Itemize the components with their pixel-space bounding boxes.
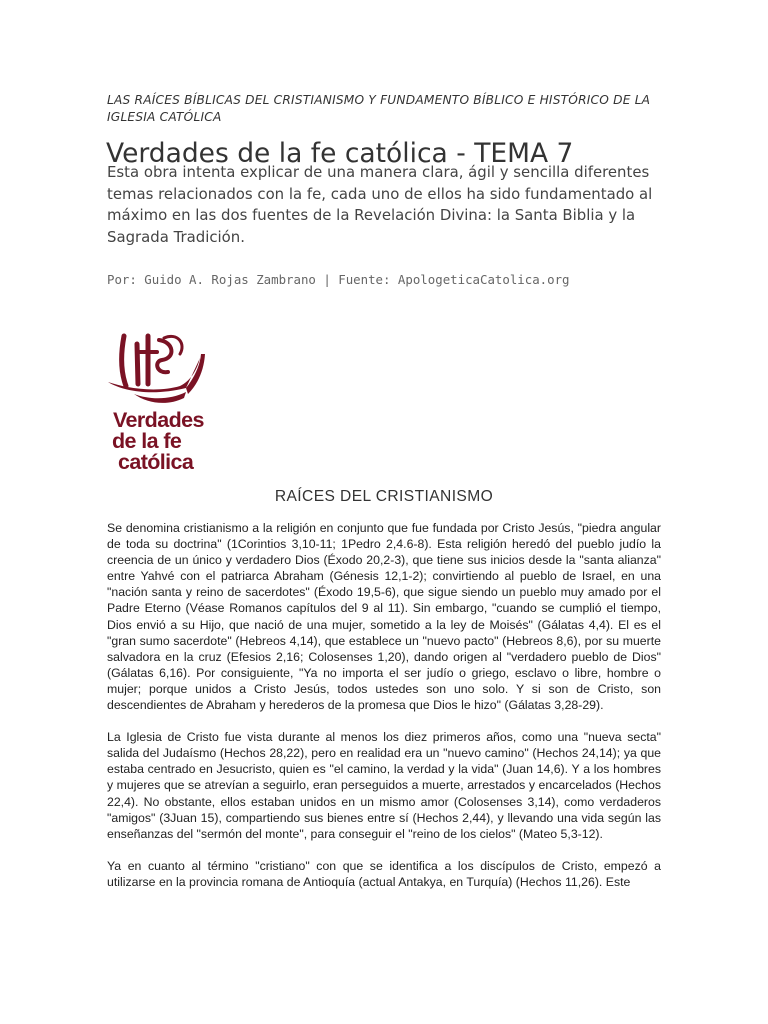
logo-line-2: de la fe	[112, 429, 182, 453]
author-byline: Por: Guido A. Rojas Zambrano | Fuente: ApologeticaCatolica.org	[107, 272, 570, 287]
series-overline: LAS RAÍCES BÍBLICAS DEL CRISTIANISMO Y FUNDAMENTO BÍBLICO E HISTÓRICO DE LA IGLESIA CATÓLICA	[107, 93, 651, 124]
body-paragraph-2: La Iglesia de Cristo fue vista durante al menos los diez primeros años, como una "nueva secta" salida del Judaísmo (Hechos 28,22), pero en realidad era un "nuevo camino" (Hechos 24,14); ya que estaba centrado en Jesucristo, quien es "el camino, la verdad y la vida" (Juan 14,6). Y a los hombres y mujeres que se atrevían a seguirlo, eran perseguidos a muerte, arrestados y encarcelados (Hechos 22,4). No obstante, ellos estaban unidos en un mismo amor (Colosenses 3,14), como verdaderos "amigos" (3Juan 15), compartiendo sus bienes entre sí (Hechos 2,44), y llevando una vida según las enseñanzas del "sermón del monte", para conseguir el "reino de los cielos" (Mateo 5,3-12).	[107, 730, 661, 841]
page-subtitle: Esta obra intenta explicar de una manera clara, ágil y sencilla diferentes temas relacionados con la fe, cada uno de ellos ha sido fundamentado al máximo en las dos fuentes de la Revelación Divina: la Santa Biblia y la Sagrada Tradición.	[107, 163, 653, 246]
section-heading: RAÍCES DEL CRISTIANISMO	[274, 488, 494, 505]
logo-wordmark	[104, 410, 214, 473]
body-paragraph-1: Se denomina cristianismo a la religión en conjunto que fue fundada por Cristo Jesús, "piedra angular de toda su doctrina" (1Corintios 3,10-11; 1Pedro 2,4.6-8). Esta religión heredó del pueblo judío la creencia de un único y verdadero Dios (Éxodo 20,2-3), que tiene sus inicios desde la "santa alianza" entre Yahvé con el patriarca Abraham (Génesis 12,1-2); convirtiendo al pueblo de Israel, en una "nación santa y reino de sacerdotes" (Éxodo 19,5-6), que sigue siendo un pueblo muy amado por el Padre Eterno (Véase Romanos capítulos del 9 al 11). Sin embargo, "cuando se cumplió el tiempo, Dios envió a su Hijo, que nació de una mujer, sometido a la ley de Moisés" (Gálatas 4,4). El es el "gran sumo sacerdote" (Hebreos 4,14), que establece un "nuevo pacto" (Hebreos 8,6), por su muerte salvadora en la cruz (Efesios 2,16; Colosenses 1,20), dando origen al "verdadero pueblo de Dios" (Gálatas 6,16). Por consiguiente, "Ya no importa el ser judío o griego, esclavo o libre, hombre o mujer; porque unidos a Cristo Jesús, todos ustedes son uno solo. Y si son de Cristo, son descendientes de Abraham y herederos de la promesa que Dios le hizo" (Gálatas 3,28-29).	[107, 521, 661, 713]
body-paragraph-3: Ya en cuanto al término "cristiano" con que se identifica a los discípulos de Cristo, empezó a utilizarse en la provincia romana de Antioquía (actual Antakya, en Turquía) (Hechos 11,26). Este	[107, 858, 661, 889]
article-body	[107, 520, 661, 906]
verdades-logo	[104, 330, 214, 480]
logo-line-1: Verdades	[113, 408, 204, 432]
page-title: Verdades de la fe católica - TEMA 7	[106, 138, 574, 169]
logo-line-3: católica	[118, 450, 194, 474]
boat-cross-icon	[104, 330, 214, 420]
